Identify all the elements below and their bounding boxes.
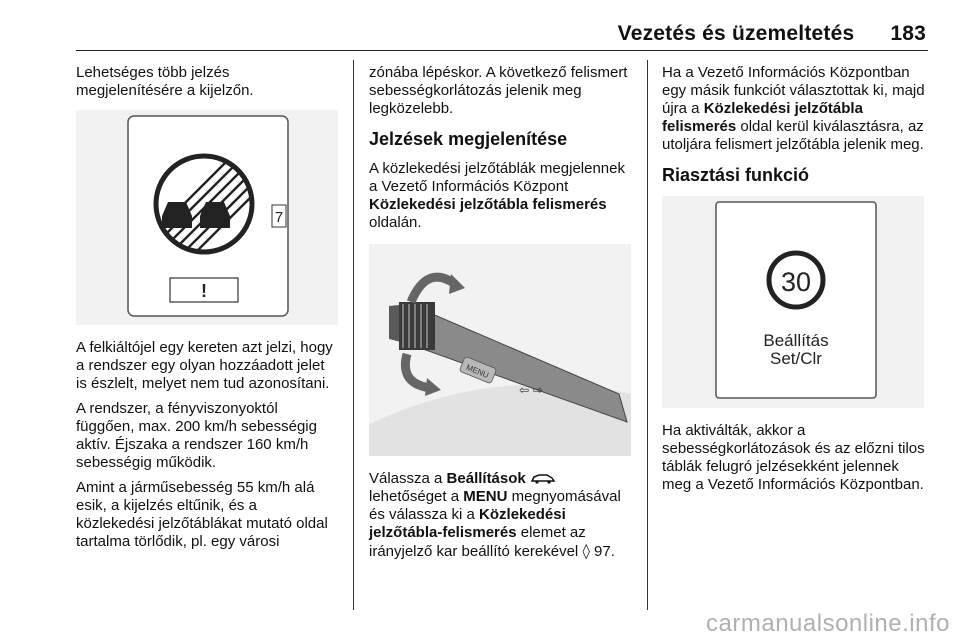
cancel-sign-illustration: [76, 110, 338, 325]
page-header: [618, 22, 926, 46]
lever-illustration: [369, 244, 631, 456]
paragraph: A közlekedési jelzőtáblák megjelennek a Vezető Információs Központ Közlekedési jelzőtábla felismerés oldalán.: [369, 160, 625, 231]
arrow-icons: ⇦ ⇨: [519, 383, 543, 397]
paragraph: Ha aktiválták, akkor a sebességkorlátozások és az előzni tilos táblák felugró jelzésekként jelennek meg a Vezető Információs Központban.: [662, 422, 925, 493]
paragraph: zónába lépéskor. A következő felismert sebességkorlátozás jelenik meg legközelebb.: [369, 64, 628, 117]
page-number: 183: [890, 22, 926, 45]
column-2: [369, 64, 631, 568]
watermark: carmanualsonline.info: [706, 610, 950, 637]
paragraph: A felkiáltójel egy kereten azt jelzi, hogy a rendszer egy olyan hozzáadott jelet is észlelt, melyet nem tud azonosítani.: [76, 339, 333, 392]
indicator-digit: 7: [274, 209, 284, 226]
column-divider-1: [353, 60, 354, 610]
paragraph: Válassza a Beállítások lehetőséget a MENU megnyomásával és válassza ki a Közlekedési jelzőtábla-felismerés elemet az irányjelző kar beállító kerekével ◊ 97.: [369, 470, 621, 560]
figure-cancel-sign-display: [76, 110, 338, 325]
reference-arrow-icon: ◊: [582, 542, 590, 560]
paragraph: Amint a járműsebesség 55 km/h alá esik, a kijelzés eltűnik, és a közlekedési jelzőtáblákat mutató oldal tartalma törlődik, pl. egy városi: [76, 479, 328, 550]
column-3: [662, 64, 928, 501]
paragraph: Lehetséges több jelzés megjelenítésére a kijelzőn.: [76, 64, 254, 99]
section-heading: Riasztási funkció: [662, 165, 810, 185]
paragraph: Ha a Vezető Információs Központban egy másik funkciót választottak ki, majd újra a Közlekedési jelzőtábla felismerés oldal kerül kiválasztásra, az utoljára felismert jelzőtábla jelenik meg.: [662, 64, 925, 153]
menu-button-label: MENU: [464, 362, 491, 380]
set-clr-label: Set/Clr: [770, 349, 822, 368]
setting-label: Beállítás: [763, 331, 829, 350]
page-reference[interactable]: 97.: [594, 543, 615, 560]
speed-warning-illustration: [662, 196, 924, 408]
figure-warning-display: [662, 196, 924, 408]
column-divider-2: [647, 60, 648, 610]
paragraph: A rendszer, a fényviszonyoktól függően, max. 200 km/h sebességig aktív. Éjszaka a rendszer 160 km/h sebességig működik.: [76, 400, 317, 471]
column-1: [76, 64, 338, 558]
header-rule: [76, 50, 928, 51]
figure-turn-signal-lever: [369, 244, 631, 456]
section-title: Vezetés és üzemeltetés: [617, 22, 855, 45]
exclamation-mark: !: [201, 281, 207, 301]
section-heading: Jelzések megjelenítése: [369, 129, 568, 149]
speed-limit-value: 30: [780, 267, 812, 297]
car-icon: [530, 472, 556, 484]
